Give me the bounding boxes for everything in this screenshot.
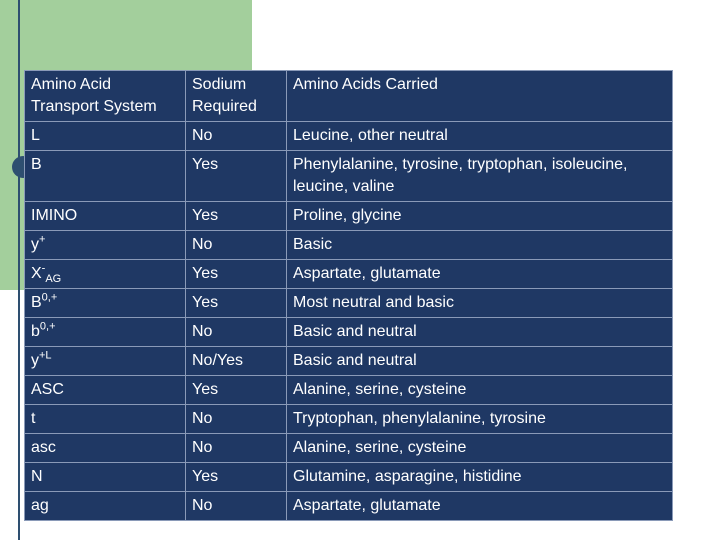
cell-sodium: Yes [186, 463, 287, 492]
cell-carried: Most neutral and basic [287, 289, 673, 318]
cell-sodium: No [186, 405, 287, 434]
system-superscript: 0,+ [39, 320, 56, 333]
cell-sodium: Yes [186, 289, 287, 318]
cell-sodium: Yes [186, 151, 287, 202]
table-row [25, 463, 673, 492]
decorative-vertical-line [18, 0, 20, 540]
cell-carried: Tryptophan, phenylalanine, tyrosine [287, 405, 673, 434]
table-row [25, 122, 673, 151]
cell-carried: Basic and neutral [287, 347, 673, 376]
table-row [25, 202, 673, 231]
cell-system: N [25, 463, 186, 492]
cell-carried: Alanine, serine, cysteine [287, 376, 673, 405]
cell-system: t [25, 405, 186, 434]
system-superscript: - [41, 262, 46, 275]
header-amino-acids-carried: Amino Acids Carried [287, 71, 673, 122]
table-row [25, 151, 673, 202]
cell-sodium: No [186, 492, 287, 521]
cell-system: ASC [25, 376, 186, 405]
cell-sodium: No [186, 122, 287, 151]
table-row [25, 231, 673, 260]
cell-system: asc [25, 434, 186, 463]
cell-carried: Glutamine, asparagine, histidine [287, 463, 673, 492]
cell-system [25, 231, 186, 260]
table-row [25, 318, 673, 347]
table-row [25, 347, 673, 376]
system-subscript: AG [45, 273, 62, 286]
cell-carried: Proline, glycine [287, 202, 673, 231]
cell-carried: Phenylalanine, tyrosine, tryptophan, isoleucine, leucine, valine [287, 151, 673, 202]
cell-carried: Leucine, other neutral [287, 122, 673, 151]
cell-system: L [25, 122, 186, 151]
header-transport-system: Amino Acid Transport System [25, 71, 186, 122]
system-superscript: 0,+ [41, 291, 58, 304]
header-sodium-required: Sodium Required [186, 71, 287, 122]
cell-carried: Basic [287, 231, 673, 260]
cell-carried: Alanine, serine, cysteine [287, 434, 673, 463]
cell-sodium: No [186, 434, 287, 463]
table-row [25, 289, 673, 318]
table-row [25, 260, 673, 289]
cell-system: B [25, 151, 186, 202]
table-row [25, 376, 673, 405]
table-row [25, 434, 673, 463]
cell-sodium: No [186, 318, 287, 347]
system-superscript: +L [39, 349, 52, 362]
system-base: B [31, 294, 42, 311]
cell-system [25, 260, 186, 289]
amino-acid-transport-table [24, 70, 673, 521]
cell-sodium: Yes [186, 376, 287, 405]
cell-sodium: Yes [186, 202, 287, 231]
cell-system [25, 289, 186, 318]
cell-sodium: No/Yes [186, 347, 287, 376]
table-row [25, 405, 673, 434]
system-base: y [31, 236, 39, 253]
cell-system: ag [25, 492, 186, 521]
table-header-row [25, 71, 673, 122]
system-base: X [31, 265, 42, 282]
cell-sodium: Yes [186, 260, 287, 289]
cell-sodium: No [186, 231, 287, 260]
system-superscript: + [39, 233, 46, 246]
cell-carried: Basic and neutral [287, 318, 673, 347]
cell-system: IMINO [25, 202, 186, 231]
cell-system [25, 347, 186, 376]
system-base: y [31, 352, 39, 369]
cell-carried: Aspartate, glutamate [287, 260, 673, 289]
table-row [25, 492, 673, 521]
cell-system [25, 318, 186, 347]
cell-carried: Aspartate, glutamate [287, 492, 673, 521]
system-base: b [31, 323, 40, 340]
